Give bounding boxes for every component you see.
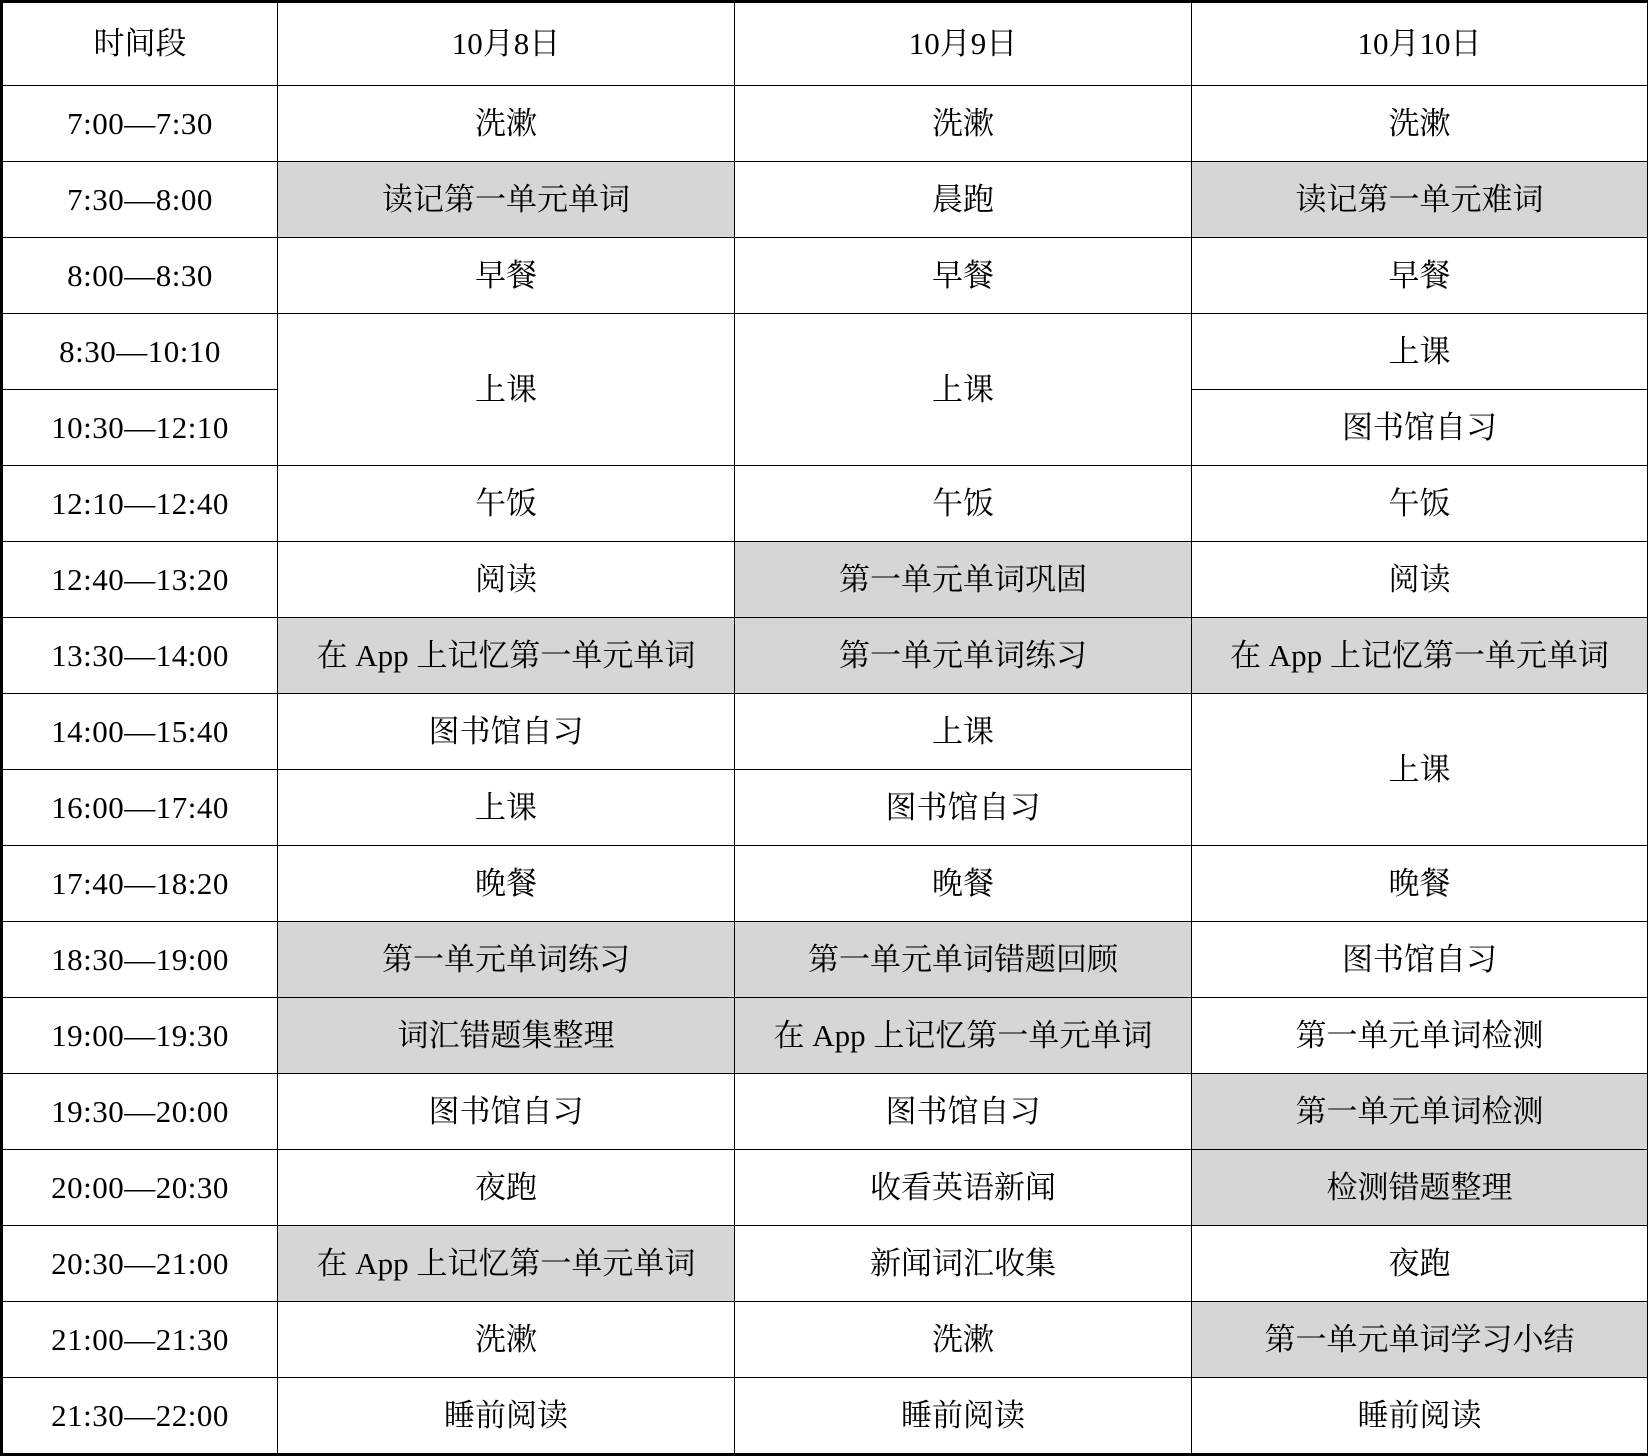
- time-slot-cell: 10:30—12:10: [2, 390, 278, 466]
- activity-cell: 在 App 上记忆第一单元单词: [1192, 618, 1648, 694]
- time-slot-cell: 21:00—21:30: [2, 1302, 278, 1378]
- activity-cell: 在 App 上记忆第一单元单词: [278, 618, 735, 694]
- time-slot-cell: 12:10—12:40: [2, 466, 278, 542]
- activity-cell: 上课: [1192, 314, 1648, 390]
- activity-cell: 检测错题整理: [1192, 1150, 1648, 1226]
- time-slot-cell: 8:30—10:10: [2, 314, 278, 390]
- table-header-row: [2, 2, 1648, 86]
- activity-cell: 第一单元单词错题回顾: [735, 922, 1192, 998]
- time-slot-cell: 20:30—21:00: [2, 1226, 278, 1302]
- time-slot-cell: 13:30—14:00: [2, 618, 278, 694]
- activity-cell: 第一单元单词练习: [278, 922, 735, 998]
- activity-cell: 图书馆自习: [735, 770, 1192, 846]
- activity-cell: 图书馆自习: [735, 1074, 1192, 1150]
- activity-cell: 在 App 上记忆第一单元单词: [735, 998, 1192, 1074]
- activity-cell: 睡前阅读: [1192, 1378, 1648, 1455]
- activity-cell: 在 App 上记忆第一单元单词: [278, 1226, 735, 1302]
- activity-cell: 读记第一单元难词: [1192, 162, 1648, 238]
- activity-cell: 晚餐: [278, 846, 735, 922]
- activity-cell: 睡前阅读: [278, 1378, 735, 1455]
- activity-cell: 午饭: [1192, 466, 1648, 542]
- activity-cell: 午饭: [735, 466, 1192, 542]
- activity-cell: 洗漱: [735, 86, 1192, 162]
- activity-cell: 午饭: [278, 466, 735, 542]
- table-row: [2, 86, 1648, 162]
- activity-cell: 第一单元单词巩固: [735, 542, 1192, 618]
- activity-cell: 第一单元单词检测: [1192, 1074, 1648, 1150]
- activity-cell: 洗漱: [278, 1302, 735, 1378]
- activity-cell: 上课: [278, 314, 735, 466]
- time-slot-cell: 12:40—13:20: [2, 542, 278, 618]
- time-slot-cell: 19:00—19:30: [2, 998, 278, 1074]
- column-header-time: 时间段: [2, 2, 278, 86]
- activity-cell: 词汇错题集整理: [278, 998, 735, 1074]
- activity-cell: 新闻词汇收集: [735, 1226, 1192, 1302]
- activity-cell: 第一单元单词练习: [735, 618, 1192, 694]
- table-row: [2, 1150, 1648, 1226]
- activity-cell: 图书馆自习: [1192, 922, 1648, 998]
- time-slot-cell: 7:30—8:00: [2, 162, 278, 238]
- time-slot-cell: 21:30—22:00: [2, 1378, 278, 1455]
- table-header: [2, 2, 1648, 86]
- activity-cell: 早餐: [278, 238, 735, 314]
- time-slot-cell: 7:00—7:30: [2, 86, 278, 162]
- table-row: [2, 922, 1648, 998]
- activity-cell: 阅读: [278, 542, 735, 618]
- table-row: [2, 618, 1648, 694]
- activity-cell: 上课: [735, 314, 1192, 466]
- time-slot-cell: 17:40—18:20: [2, 846, 278, 922]
- table-row: [2, 466, 1648, 542]
- table-row: [2, 1226, 1648, 1302]
- activity-cell: 阅读: [1192, 542, 1648, 618]
- column-header-day-2: 10月9日: [735, 2, 1192, 86]
- activity-cell: 图书馆自习: [1192, 390, 1648, 466]
- activity-cell: 洗漱: [278, 86, 735, 162]
- activity-cell: 上课: [735, 694, 1192, 770]
- activity-cell: 读记第一单元单词: [278, 162, 735, 238]
- activity-cell: 图书馆自习: [278, 1074, 735, 1150]
- activity-cell: 上课: [278, 770, 735, 846]
- table-row: [2, 542, 1648, 618]
- table-row: [2, 1074, 1648, 1150]
- table-row: [2, 1302, 1648, 1378]
- activity-cell: 夜跑: [1192, 1226, 1648, 1302]
- table-row: [2, 162, 1648, 238]
- table-row: [2, 846, 1648, 922]
- activity-cell: 洗漱: [735, 1302, 1192, 1378]
- table-row: [2, 998, 1648, 1074]
- activity-cell: 第一单元单词学习小结: [1192, 1302, 1648, 1378]
- activity-cell: 上课: [1192, 694, 1648, 846]
- time-slot-cell: 8:00—8:30: [2, 238, 278, 314]
- activity-cell: 图书馆自习: [278, 694, 735, 770]
- activity-cell: 夜跑: [278, 1150, 735, 1226]
- time-slot-cell: 16:00—17:40: [2, 770, 278, 846]
- activity-cell: 早餐: [735, 238, 1192, 314]
- activity-cell: 睡前阅读: [735, 1378, 1192, 1455]
- time-slot-cell: 19:30—20:00: [2, 1074, 278, 1150]
- activity-cell: 第一单元单词检测: [1192, 998, 1648, 1074]
- activity-cell: 晚餐: [1192, 846, 1648, 922]
- activity-cell: 早餐: [1192, 238, 1648, 314]
- table-row: [2, 1378, 1648, 1455]
- activity-cell: 收看英语新闻: [735, 1150, 1192, 1226]
- table-row: [2, 238, 1648, 314]
- time-slot-cell: 14:00—15:40: [2, 694, 278, 770]
- activity-cell: 洗漱: [1192, 86, 1648, 162]
- activity-cell: 晨跑: [735, 162, 1192, 238]
- time-slot-cell: 20:00—20:30: [2, 1150, 278, 1226]
- table-body: [2, 86, 1648, 1455]
- time-slot-cell: 18:30—19:00: [2, 922, 278, 998]
- table-row: [2, 314, 1648, 390]
- column-header-day-1: 10月8日: [278, 2, 735, 86]
- activity-cell: 晚餐: [735, 846, 1192, 922]
- table-row: [2, 694, 1648, 770]
- column-header-day-3: 10月10日: [1192, 2, 1648, 86]
